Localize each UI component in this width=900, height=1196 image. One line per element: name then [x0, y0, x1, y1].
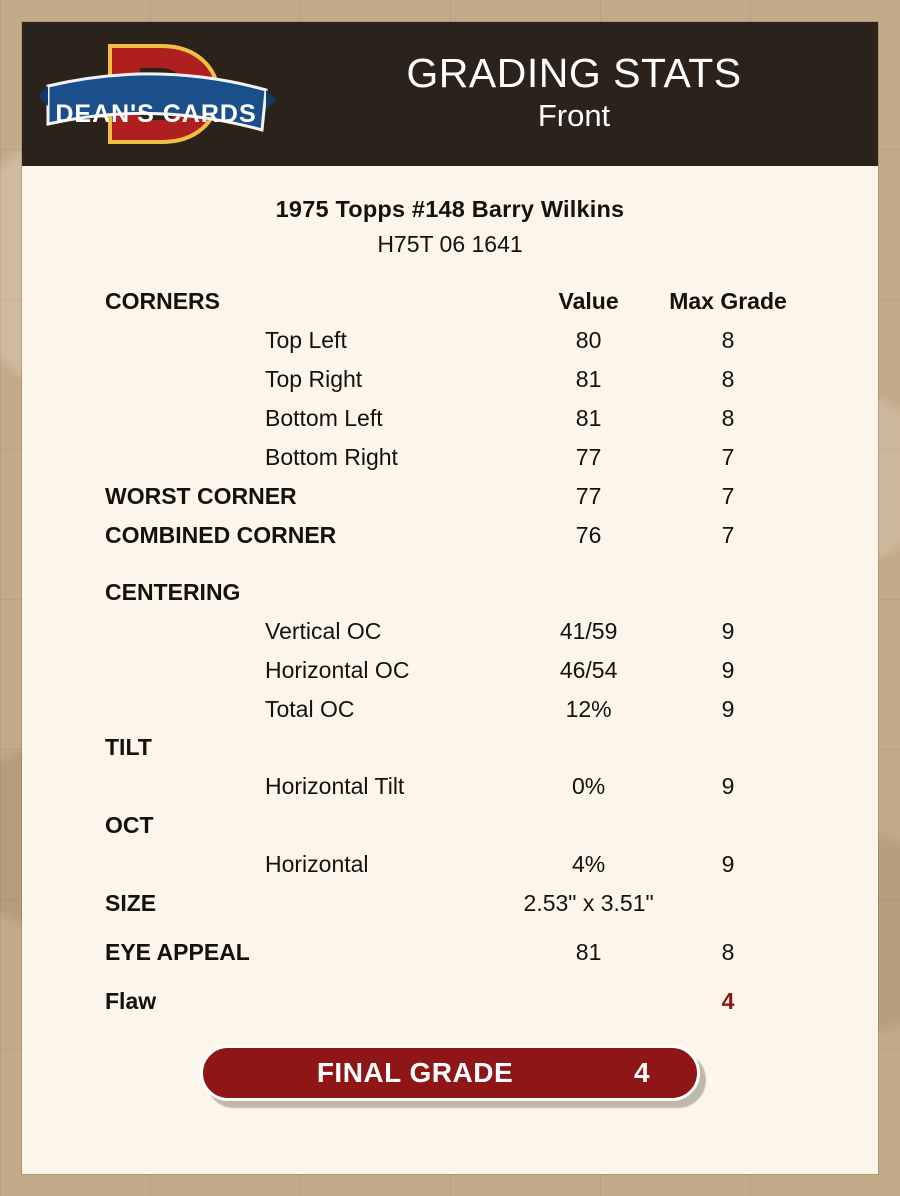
- row-max: 8: [721, 326, 735, 353]
- tilt-section-row: [105, 728, 795, 767]
- centering-section-row: [105, 573, 795, 612]
- tilt-section-label: TILT: [105, 734, 152, 761]
- row-label: Horizontal: [265, 851, 369, 878]
- row-max: 9: [721, 617, 735, 644]
- row-value: 46/54: [559, 656, 618, 683]
- table-row: [105, 321, 795, 360]
- eye-appeal-max: 8: [721, 939, 735, 966]
- row-label: Bottom Left: [265, 404, 383, 431]
- row-value: 76: [575, 521, 602, 548]
- table-row: [105, 690, 795, 729]
- spacer-row: [105, 923, 795, 933]
- row-label: Vertical OC: [265, 617, 382, 644]
- table-row: [105, 651, 795, 690]
- column-header-value: Value: [558, 288, 619, 314]
- oct-section-row: [105, 806, 795, 845]
- combined-corner-row: [105, 516, 795, 555]
- table-row: [105, 399, 795, 438]
- row-max: 8: [721, 365, 735, 392]
- grading-stats-table: [105, 282, 795, 1021]
- row-max: 9: [721, 695, 735, 722]
- row-value: 80: [575, 326, 602, 353]
- oct-section-label: OCT: [105, 812, 154, 839]
- row-label: COMBINED CORNER: [105, 521, 337, 548]
- row-label: Total OC: [265, 695, 355, 722]
- row-value: 4%: [571, 851, 606, 878]
- flaw-value: [516, 982, 661, 1021]
- row-label: Horizontal Tilt: [265, 773, 405, 800]
- eye-appeal-row: [105, 933, 795, 972]
- column-header-max-grade: Max Grade: [669, 288, 787, 314]
- row-label: Bottom Right: [265, 443, 398, 470]
- table-row: [105, 360, 795, 399]
- flaw-label: Flaw: [105, 988, 157, 1015]
- size-label: SIZE: [105, 890, 157, 917]
- final-grade-value: 4: [633, 1057, 651, 1089]
- corners-section-label: CORNERS: [105, 288, 221, 314]
- card-code: H75T 06 1641: [377, 231, 523, 257]
- row-value: 12%: [565, 695, 612, 722]
- table-row: [105, 438, 795, 477]
- spacer-row: [105, 972, 795, 982]
- card-title: 1975 Topps #148 Barry Wilkins: [275, 196, 625, 222]
- row-value: 41/59: [559, 617, 618, 644]
- final-grade-pill: [200, 1045, 700, 1101]
- report-header: [22, 22, 878, 166]
- row-label: Top Right: [265, 365, 363, 392]
- table-row: [105, 612, 795, 651]
- row-label: Horizontal OC: [265, 656, 410, 683]
- flaw-max: 4: [721, 988, 735, 1015]
- row-value: 77: [575, 482, 602, 509]
- row-max: 7: [721, 482, 735, 509]
- table-row: [105, 845, 795, 884]
- row-max: 8: [721, 404, 735, 431]
- row-value: 77: [575, 443, 602, 470]
- worst-corner-row: [105, 477, 795, 516]
- page-title: GRADING STATS: [406, 49, 742, 96]
- deans-cards-logo: [22, 22, 290, 166]
- flaw-row: [105, 982, 795, 1021]
- row-max: 9: [721, 656, 735, 683]
- row-value: 81: [575, 365, 602, 392]
- grading-report-sheet: [22, 22, 878, 1174]
- row-max: 9: [721, 773, 735, 800]
- size-value: 2.53" x 3.51": [523, 890, 654, 917]
- row-value: 81: [575, 404, 602, 431]
- table-row: [105, 767, 795, 806]
- row-max: 7: [721, 521, 735, 548]
- final-grade-label: FINAL GRADE: [316, 1057, 514, 1089]
- table-header-row: [105, 282, 795, 321]
- row-max: 9: [721, 851, 735, 878]
- eye-appeal-label: EYE APPEAL: [105, 939, 250, 966]
- report-body: [22, 166, 878, 1101]
- row-max: 7: [721, 443, 735, 470]
- header-title-block: [290, 49, 878, 137]
- final-grade-banner: [200, 1045, 700, 1101]
- eye-appeal-value: 81: [575, 939, 602, 966]
- page-subtitle: Front: [537, 97, 611, 133]
- row-label: WORST CORNER: [105, 482, 297, 509]
- spacer-row: [105, 555, 795, 573]
- size-row: [105, 884, 795, 923]
- row-label: Top Left: [265, 326, 347, 353]
- centering-section-label: CENTERING: [105, 578, 241, 605]
- svg-text:DEAN'S CARDS: DEAN'S CARDS: [55, 100, 257, 128]
- row-value: 0%: [571, 773, 606, 800]
